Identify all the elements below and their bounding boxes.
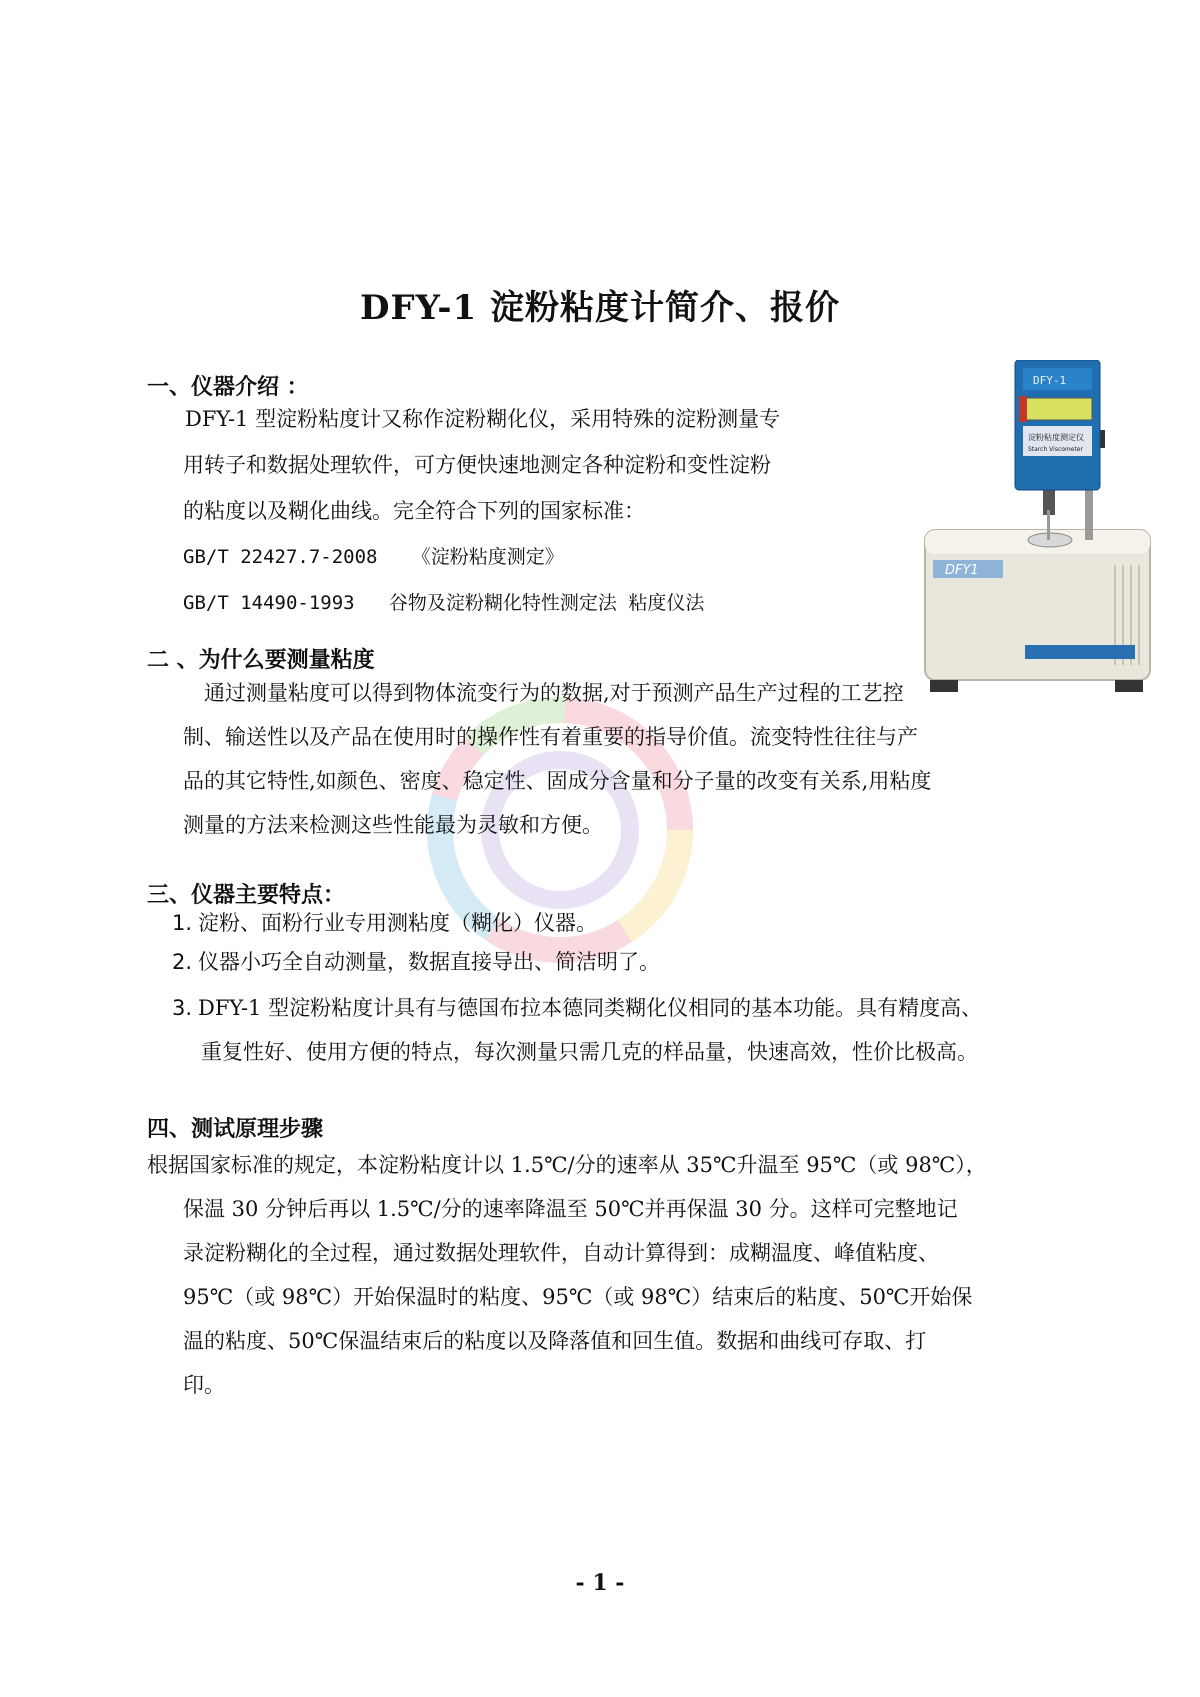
section2-line-2: 制、输送性以及产品在使用时的操作性有着重要的指导价值。流变特性往往与产 bbox=[183, 725, 918, 749]
section2-line-3: 品的其它特性,如颜色、密度、稳定性、固成分含量和分子量的改变有关系,用粘度 bbox=[183, 769, 932, 793]
feature-item-1 bbox=[172, 907, 597, 937]
section4-line-4: 95℃（或 98℃）开始保温时的粘度、95℃（或 98℃）结束后的粘度、50℃开始保 bbox=[183, 1285, 973, 1309]
section1-line-3: 的粘度以及糊化曲线。完全符合下列的国家标准： bbox=[183, 499, 645, 523]
feature-num: 1. bbox=[172, 911, 193, 935]
section2-line-1: 通过测量粘度可以得到物体流变行为的数据,对于预测产品生产过程的工艺控 bbox=[204, 681, 904, 705]
section2-line-4: 测量的方法来检测这些性能最为灵敏和方便。 bbox=[183, 813, 603, 837]
feature-num: 2. bbox=[172, 950, 193, 974]
base-model-label: DFY1 bbox=[945, 563, 979, 578]
feature-text: 淀粉、面粉行业专用测粘度（糊化）仪器。 bbox=[198, 911, 597, 935]
section4-line-2: 保温 30 分钟后再以 1.5℃/分的速率降温至 50℃并再保温 30 分。这样可完整地记 bbox=[183, 1197, 958, 1221]
section4-line-1: 根据国家标准的规定，本淀粉粘度计以 1.5℃/分的速率从 35℃升温至 95℃（或 98℃）， bbox=[147, 1153, 987, 1177]
section1-line-2: 用转子和数据处理软件，可方便快速地测定各种淀粉和变性淀粉 bbox=[183, 453, 771, 477]
section3-heading: 三、仪器主要特点： bbox=[147, 882, 346, 908]
feature-item-3 bbox=[172, 992, 982, 1022]
page-number: - 1 - bbox=[575, 1570, 625, 1596]
viscometer-image bbox=[915, 360, 1155, 710]
feature-num: 3. bbox=[172, 996, 193, 1020]
section1-line-1: DFY-1 型淀粉粘度计又称作淀粉糊化仪，采用特殊的淀粉测量专 bbox=[185, 407, 781, 431]
feature-item-3-cont: 重复性好、使用方便的特点，每次测量只需几克的样品量，快速高效，性价比极高。 bbox=[201, 1040, 978, 1064]
panel-label-en: Starch Viscometer bbox=[1028, 446, 1083, 453]
feature-text: 仪器小巧全自动测量，数据直接导出、简洁明了。 bbox=[198, 950, 660, 974]
head-model-label: DFY-1 bbox=[1033, 374, 1067, 387]
section4-heading: 四、测试原理步骤 bbox=[147, 1116, 324, 1142]
feature-item-2 bbox=[172, 946, 660, 976]
section4-line-6: 印。 bbox=[183, 1373, 225, 1397]
document-title: DFY-1 淀粉粘度计简介、报价 bbox=[359, 288, 841, 328]
section2-heading: 二 、为什么要测量粘度 bbox=[147, 647, 375, 673]
panel-label: 淀粉粘度测定仪 bbox=[1028, 433, 1084, 442]
standard-1: GB/T 22427.7-2008 《淀粉粘度测定》 bbox=[183, 546, 564, 568]
standard-2: GB/T 14490-1993 谷物及淀粉糊化特性测定法 粘度仪法 bbox=[183, 592, 705, 614]
section4-line-3: 录淀粉糊化的全过程，通过数据处理软件，自动计算得到：成糊温度、峰值粘度、 bbox=[183, 1241, 939, 1265]
feature-text: DFY-1 型淀粉粘度计具有与德国布拉本德同类糊化仪相同的基本功能。具有精度高、 bbox=[198, 996, 983, 1020]
section4-line-5: 温的粘度、50℃保温结束后的粘度以及降落值和回生值。数据和曲线可存取、打 bbox=[183, 1329, 927, 1353]
section1-heading: 一、仪器介绍 ： bbox=[147, 374, 309, 400]
